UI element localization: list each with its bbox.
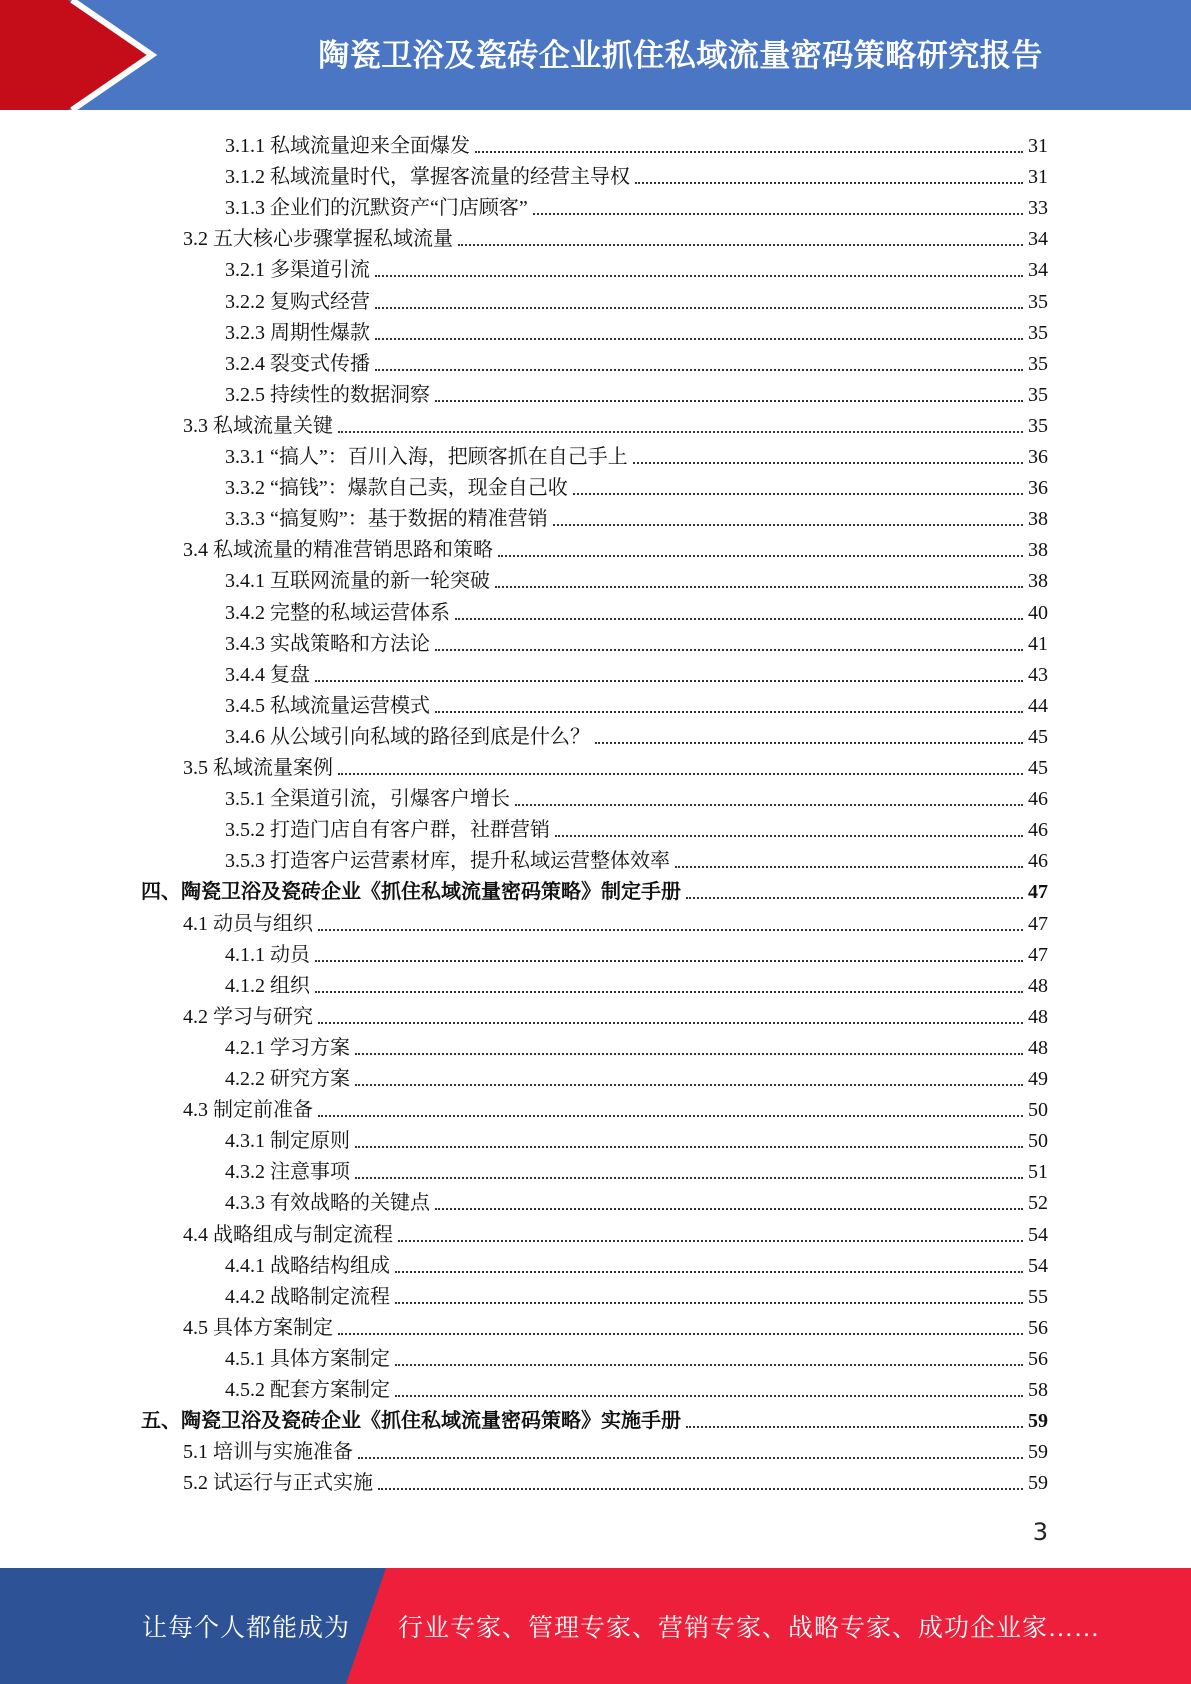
toc-entry-title: 3.4.5 私域流量运营模式 — [225, 694, 430, 717]
toc-dot-leader — [395, 1364, 1023, 1366]
toc-entry-title: 3.3 私域流量关键 — [183, 414, 333, 437]
toc-entry-page: 38 — [1028, 570, 1048, 593]
toc-entry[interactable] — [225, 719, 1048, 750]
footer-slogan-right: 行业专家、管理专家、营销专家、战略专家、成功企业家…… — [398, 1615, 1101, 1642]
toc-entry-page: 47 — [1028, 881, 1048, 904]
toc-entry-page: 45 — [1028, 757, 1048, 779]
header-arrow-decoration — [0, 0, 160, 110]
toc-entry-title: 3.4.2 完整的私域运营体系 — [225, 601, 450, 624]
toc-dot-leader — [555, 835, 1023, 837]
toc-entry[interactable] — [225, 190, 1048, 221]
toc-entry-page: 33 — [1028, 197, 1048, 220]
toc-entry[interactable] — [225, 563, 1048, 594]
toc-dot-leader — [573, 493, 1023, 495]
toc-entry[interactable] — [183, 408, 1048, 439]
toc-entry-title: 4.4.1 战略结构组成 — [225, 1254, 390, 1277]
toc-entry-page: 45 — [1028, 725, 1048, 748]
page-number: 3 — [1032, 1518, 1048, 1546]
toc-entry-page: 35 — [1028, 414, 1048, 437]
toc-entry-page: 50 — [1028, 1099, 1048, 1122]
toc-entry[interactable] — [183, 750, 1048, 781]
toc-entry-title: 3.2.5 持续性的数据洞察 — [225, 383, 430, 406]
toc-entry-title: 4.2.1 学习方案 — [225, 1036, 350, 1059]
toc-entry[interactable] — [225, 843, 1048, 874]
toc-entry[interactable] — [225, 252, 1048, 283]
toc-entry-title: 3.5.1 全渠道引流，引爆客户增长 — [225, 788, 510, 811]
toc-entry[interactable] — [225, 501, 1048, 532]
toc-entry-page: 46 — [1028, 850, 1048, 873]
toc-entry[interactable] — [225, 937, 1048, 968]
toc-entry-title: 4.3.2 注意事项 — [225, 1161, 350, 1184]
toc-entry-title: 3.4.6 从公域引向私域的路径到底是什么？ — [225, 725, 590, 748]
toc-entry-page: 43 — [1028, 663, 1048, 686]
toc-entry[interactable] — [183, 1217, 1048, 1248]
toc-entry[interactable] — [225, 128, 1048, 159]
toc-entry-title: 4.4.2 战略制定流程 — [225, 1285, 390, 1308]
toc-entry-page: 49 — [1028, 1068, 1048, 1090]
toc-entry[interactable] — [183, 1092, 1048, 1123]
toc-dot-leader — [435, 1208, 1023, 1210]
toc-dot-leader — [435, 711, 1023, 713]
toc-dot-leader — [435, 400, 1023, 402]
toc-entry-page: 35 — [1028, 383, 1048, 406]
toc-entry[interactable] — [183, 999, 1048, 1030]
toc-entry-title: 3.4.3 实战策略和方法论 — [225, 632, 430, 655]
toc-entry-page: 59 — [1028, 1472, 1048, 1495]
toc-entry-title: 3.2.1 多渠道引流 — [225, 259, 370, 282]
toc-dot-leader — [375, 369, 1023, 371]
toc-entry[interactable] — [225, 1341, 1048, 1372]
toc-entry-page: 48 — [1028, 974, 1048, 997]
toc-entry[interactable] — [141, 874, 1048, 905]
toc-dot-leader — [375, 275, 1023, 277]
toc-dot-leader — [686, 897, 1023, 899]
toc-entry-page: 36 — [1028, 446, 1048, 468]
toc-entry-title: 3.2.2 复购式经营 — [225, 290, 370, 313]
toc-dot-leader — [355, 1177, 1023, 1179]
toc-entry-title: 4.5.2 配套方案制定 — [225, 1379, 390, 1401]
toc-entry[interactable] — [225, 595, 1048, 626]
toc-dot-leader — [395, 1271, 1023, 1273]
toc-entry[interactable] — [183, 1310, 1048, 1341]
toc-entry-page: 56 — [1028, 1347, 1048, 1370]
toc-dot-leader — [315, 680, 1023, 682]
toc-dot-leader — [458, 244, 1023, 246]
toc-entry-page: 35 — [1028, 290, 1048, 313]
toc-dot-leader — [395, 1302, 1023, 1304]
toc-entry-title: 5.1 培训与实施准备 — [183, 1441, 353, 1464]
toc-entry-page: 46 — [1028, 819, 1048, 842]
toc-entry-page: 51 — [1028, 1161, 1048, 1184]
toc-entry-page: 59 — [1028, 1410, 1048, 1433]
page-footer — [0, 1568, 1191, 1684]
toc-entry-page: 56 — [1028, 1316, 1048, 1339]
toc-dot-leader — [475, 151, 1023, 153]
toc-entry-page: 34 — [1028, 259, 1048, 282]
toc-entry-page: 52 — [1028, 1192, 1048, 1215]
toc-entry-title: 4.3 制定前准备 — [183, 1099, 313, 1122]
toc-dot-leader — [355, 1084, 1023, 1086]
toc-dot-leader — [315, 991, 1023, 993]
toc-entry-title: 3.5.2 打造门店自有客户群，社群营销 — [225, 819, 550, 842]
toc-entry-title: 4.2 学习与研究 — [183, 1005, 313, 1028]
toc-dot-leader — [375, 307, 1023, 309]
toc-dot-leader — [338, 773, 1023, 775]
toc-entry-title: 四、陶瓷卫浴及瓷砖企业《抓住私域流量密码策略》制定手册 — [141, 881, 681, 904]
toc-entry-title: 3.4.1 互联网流量的新一轮突破 — [225, 570, 490, 593]
toc-entry[interactable] — [225, 470, 1048, 501]
toc-entry-title: 3.1.3 企业们的沉默资产“门店顾客” — [225, 197, 528, 220]
toc-entry-page: 58 — [1028, 1379, 1048, 1401]
toc-entry-title: 3.1.2 私域流量时代，掌握客流量的经营主导权 — [225, 166, 630, 189]
toc-dot-leader — [395, 1395, 1023, 1397]
toc-entry[interactable] — [225, 781, 1048, 812]
toc-entry[interactable] — [225, 1154, 1048, 1185]
toc-entry-page: 48 — [1028, 1036, 1048, 1059]
toc-dot-leader — [633, 462, 1023, 464]
toc-dot-leader — [375, 338, 1023, 340]
toc-entry-title: 3.3.3 “搞复购”：基于数据的精准营销 — [225, 508, 548, 531]
page-header — [0, 0, 1191, 110]
toc-entry-title: 3.2 五大核心步骤掌握私域流量 — [183, 228, 453, 251]
toc-dot-leader — [495, 586, 1023, 588]
footer-slogan-left: 让每个人都能成为 — [142, 1615, 351, 1642]
toc-dot-leader — [553, 524, 1023, 526]
toc-entry[interactable] — [225, 968, 1048, 999]
toc-entry[interactable] — [183, 906, 1048, 937]
toc-dot-leader — [515, 804, 1023, 806]
toc-entry-page: 47 — [1028, 912, 1048, 935]
toc-entry-title: 4.1.1 动员 — [225, 943, 310, 966]
toc-entry[interactable] — [183, 532, 1048, 563]
toc-entry-page: 38 — [1028, 539, 1048, 562]
toc-entry-title: 4.1 动员与组织 — [183, 912, 313, 935]
toc-entry[interactable] — [225, 626, 1048, 657]
toc-entry[interactable] — [141, 1403, 1048, 1434]
toc-dot-leader — [595, 742, 1023, 744]
toc-dot-leader — [318, 1115, 1023, 1117]
toc-entry-title: 3.5 私域流量案例 — [183, 757, 333, 779]
toc-entry-page: 44 — [1028, 694, 1048, 717]
toc-entry-page: 35 — [1028, 321, 1048, 344]
toc-entry[interactable] — [225, 346, 1048, 377]
toc-dot-leader — [378, 1488, 1023, 1490]
toc-entry[interactable] — [225, 1030, 1048, 1061]
toc-entry-page: 54 — [1028, 1254, 1048, 1277]
toc-entry-title: 五、陶瓷卫浴及瓷砖企业《抓住私域流量密码策略》实施手册 — [141, 1410, 681, 1433]
toc-dot-leader — [355, 1053, 1023, 1055]
toc-entry[interactable] — [225, 159, 1048, 190]
toc-entry[interactable] — [225, 812, 1048, 843]
toc-entry-title: 3.3.1 “搞人”：百川入海，把顾客抓在自己手上 — [225, 446, 628, 468]
toc-entry-page: 55 — [1028, 1285, 1048, 1308]
toc-entry-title: 5.2 试运行与正式实施 — [183, 1472, 373, 1495]
toc-entry-title: 4.2.2 研究方案 — [225, 1068, 350, 1090]
toc-dot-leader — [455, 618, 1023, 620]
toc-entry-page: 41 — [1028, 632, 1048, 655]
toc-entry-page: 31 — [1028, 135, 1048, 157]
toc-entry-page: 40 — [1028, 601, 1048, 624]
toc-entry[interactable] — [225, 1248, 1048, 1279]
toc-entry[interactable] — [225, 315, 1048, 346]
toc-entry-page: 46 — [1028, 788, 1048, 811]
toc-entry[interactable] — [183, 1465, 1048, 1496]
toc-entry-title: 3.2.4 裂变式传播 — [225, 352, 370, 375]
toc-entry-page: 50 — [1028, 1130, 1048, 1153]
toc-dot-leader — [675, 866, 1023, 868]
toc-entry-title: 3.5.3 打造客户运营素材库，提升私域运营整体效率 — [225, 850, 670, 873]
toc-entry-page: 34 — [1028, 228, 1048, 251]
toc-entry-page: 59 — [1028, 1441, 1048, 1464]
toc-entry-title: 4.3.1 制定原则 — [225, 1130, 350, 1153]
toc-entry-title: 3.2.3 周期性爆款 — [225, 321, 370, 344]
toc-entry-title: 4.1.2 组织 — [225, 974, 310, 997]
toc-dot-leader — [435, 649, 1023, 651]
toc-entry[interactable] — [225, 284, 1048, 315]
toc-entry-page: 38 — [1028, 508, 1048, 531]
toc-entry[interactable] — [225, 1372, 1048, 1403]
toc-entry-page: 36 — [1028, 477, 1048, 500]
toc-entry[interactable] — [183, 1434, 1048, 1465]
toc-dot-leader — [338, 1333, 1023, 1335]
toc-entry[interactable] — [225, 1279, 1048, 1310]
toc-entry-page: 35 — [1028, 352, 1048, 375]
toc-dot-leader — [498, 555, 1023, 557]
toc-entry-title: 3.3.2 “搞钱”：爆款自己卖，现金自己收 — [225, 477, 568, 500]
toc-entry-page: 48 — [1028, 1005, 1048, 1028]
toc-entry[interactable] — [225, 1185, 1048, 1216]
toc-entry[interactable] — [225, 1123, 1048, 1154]
toc-dot-leader — [355, 1146, 1023, 1148]
toc-entry[interactable] — [225, 1061, 1048, 1092]
toc-dot-leader — [358, 1457, 1023, 1459]
toc-entry-page: 54 — [1028, 1223, 1048, 1246]
toc-dot-leader — [398, 1240, 1023, 1242]
toc-entry[interactable] — [183, 221, 1048, 252]
toc-dot-leader — [318, 929, 1023, 931]
toc-entry[interactable] — [225, 688, 1048, 719]
toc-entry-title: 3.4.4 复盘 — [225, 663, 310, 686]
toc-entry-title: 4.3.3 有效战略的关键点 — [225, 1192, 430, 1215]
toc-entry-title: 3.4 私域流量的精准营销思路和策略 — [183, 539, 493, 562]
toc-entry[interactable] — [225, 377, 1048, 408]
document-title: 陶瓷卫浴及瓷砖企业抓住私域流量密码策略研究报告 — [318, 37, 1043, 74]
toc-dot-leader — [635, 182, 1023, 184]
toc-entry-title: 4.4 战略组成与制定流程 — [183, 1223, 393, 1246]
toc-dot-leader — [533, 213, 1023, 215]
toc-entry-page: 31 — [1028, 166, 1048, 189]
toc-entry[interactable] — [225, 439, 1048, 470]
toc-entry-title: 4.5.1 具体方案制定 — [225, 1347, 390, 1370]
toc-entry[interactable] — [225, 657, 1048, 688]
toc-dot-leader — [338, 431, 1023, 433]
toc-entry-title: 3.1.1 私域流量迎来全面爆发 — [225, 135, 470, 157]
toc-dot-leader — [315, 960, 1023, 962]
toc-entry-title: 4.5 具体方案制定 — [183, 1316, 333, 1339]
toc-dot-leader — [318, 1022, 1023, 1024]
toc-dot-leader — [686, 1426, 1023, 1428]
toc-entry-page: 47 — [1028, 943, 1048, 966]
